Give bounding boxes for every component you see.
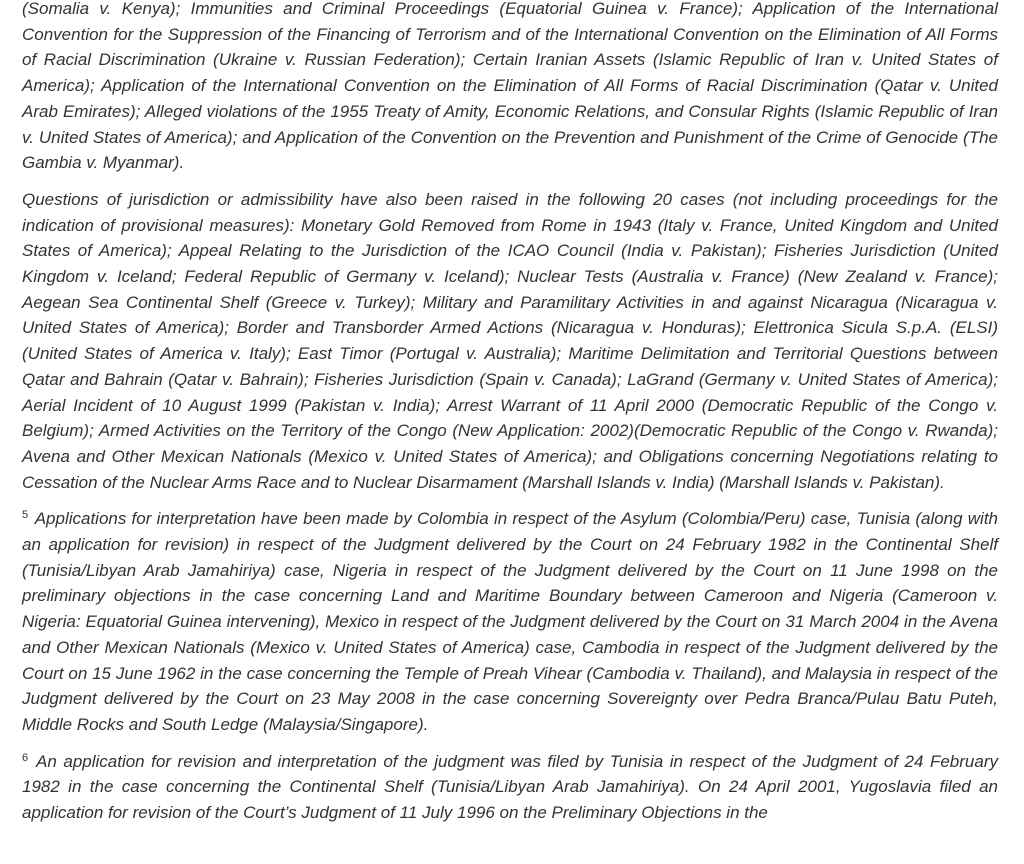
footnote-marker: 5: [22, 509, 29, 522]
footnote-6: [22, 749, 998, 826]
footnote-5: [22, 506, 998, 737]
paragraph-pending-cases: [22, 0, 998, 176]
paragraph-jurisdiction-admissibility: [22, 187, 998, 495]
paragraph-text: (Somalia v. Kenya); Immunities and Criminal Proceedings (Equatorial Guinea v. France); Application of the International Convention for the Suppression of the Financing of Terrorism and of the International Convention on the Elimination of All Forms of Racial Discrimination (Ukraine v. Russian Federation); Certain Iranian Assets (Islamic Republic of Iran v. United States of America); Application of the International Convention on the Elimination of All Forms of Racial Discrimination (Qatar v. United Arab Emirates); Alleged violations of the 1955 Treaty of Amity, Economic Relations, and Consular Rights (Islamic Republic of Iran v. United States of America); and Application of the Convention on the Prevention and Punishment of the Crime of Genocide (The Gambia v. Myanmar).: [22, 0, 998, 173]
footnote-text: An application for revision and interpretation of the judgment was filed by Tunisia in respect of the Judgment of 24 February 1982 in the case concerning the Continental Shelf (Tunisia/Libyan Arab Jamahiriya). On 24 April 2001, Yugoslavia filed an application for revision of the Court’s Judgment of 11 July 1996 on the Preliminary Objections in the: [22, 751, 998, 823]
paragraph-text: Questions of jurisdiction or admissibility have also been raised in the following 20 cases (not including proceedings for the indication of provisional measures): Monetary Gold Removed from Rome in 1943 (Italy v. France, United Kingdom and United States of America); Appeal Relating to the Jurisdiction of the ICAO Council (India v. Pakistan); Fisheries Jurisdiction (United Kingdom v. Iceland; Federal Republic of Germany v. Iceland); Nuclear Tests (Australia v. France) (New Zealand v. France); Aegean Sea Continental Shelf (Greece v. Turkey); Military and Paramilitary Activities in and against Nicaragua (Nicaragua v. United States of America); Border and Transborder Armed Actions (Nicaragua v. Honduras); Elettronica Sicula S.p.A. (ELSI) (United States of America v. Italy); East Timor (Portugal v. Australia); Maritime Delimitation and Territorial Questions between Qatar and Bahrain (Qatar v. Bahrain); Fisheries Jurisdiction (Spain v. Canada); LaGrand (Germany v. United States of America); Aerial Incident of 10 August 1999 (Pakistan v. India); Arrest Warrant of 11 April 2000 (Democratic Republic of the Congo v. Belgium); Armed Activities on the Territory of the Congo (New Application: 2002)(Democratic Republic of the Congo v. Rwanda); Avena and Other Mexican Nationals (Mexico v. United States of America); and Obligations concerning Negotiations relating to Cessation of the Nuclear Arms Race and to Nuclear Disarmament (Marshall Islands v. India) (Marshall Islands v. Pakistan).: [22, 189, 998, 492]
document-body: [22, 0, 998, 837]
footnote-text: Applications for interpretation have been made by Colombia in respect of the Asylum (Colombia/Peru) case, Tunisia (along with an application for revision) in respect of the Judgment delivered by the Court on 24 February 1982 in the Continental Shelf (Tunisia/Libyan Arab Jamahiriya) case, Nigeria in respect of the Judgment delivered by the Court on 11 June 1998 on the preliminary objections in the case concerning Land and Maritime Boundary between Cameroon and Nigeria (Cameroon v. Nigeria: Equatorial Guinea intervening), Mexico in respect of the Judgment delivered by the Court on 31 March 2004 in the Avena and Other Mexican Nationals (Mexico v. United States of America) case, Cambodia in respect of the Judgment delivered by the Court on 15 June 1962 in the case concerning the Temple of Preah Vihear (Cambodia v. Thailand), and Malaysia in respect of the Judgment delivered by the Court on 23 May 2008 in the case concerning Sovereignty over Pedra Branca/Pulau Batu Puteh, Middle Rocks and South Ledge (Malaysia/Singapore).: [22, 509, 999, 734]
footnote-marker: 6: [22, 751, 29, 764]
